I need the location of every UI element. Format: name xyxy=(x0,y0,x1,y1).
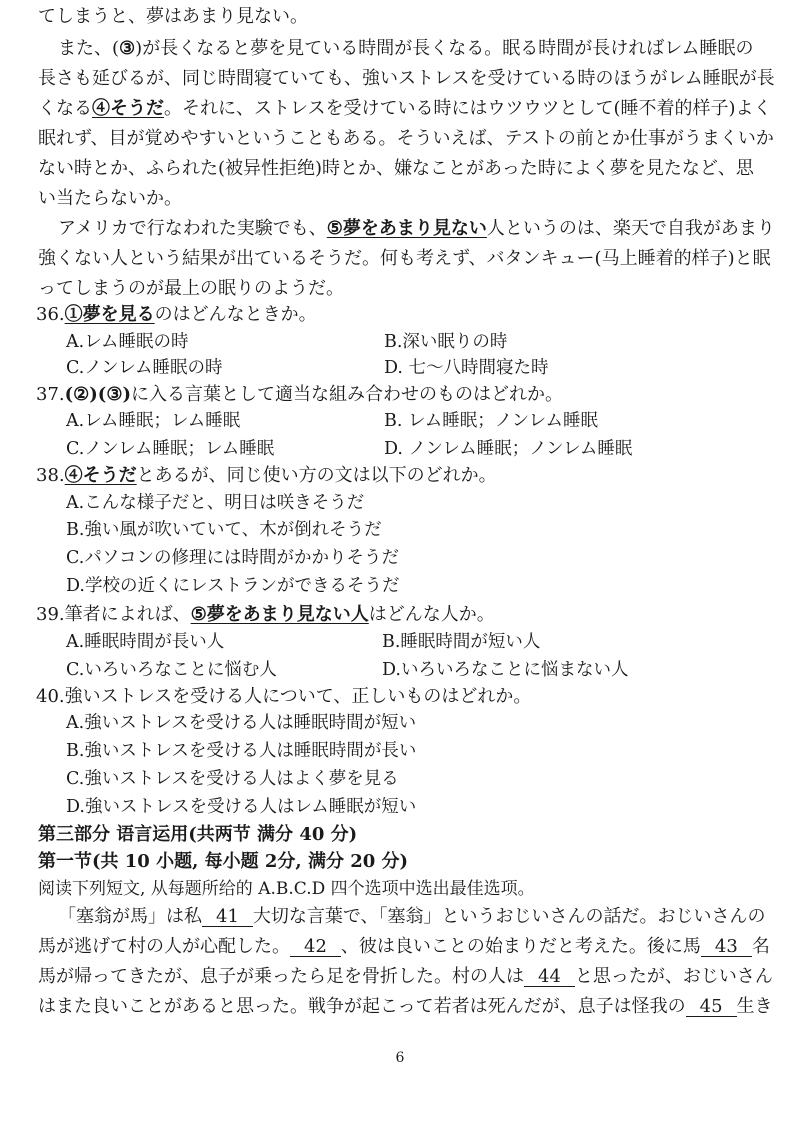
option-40-b: B.強いストレスを受ける人は睡眠時間が長い xyxy=(66,741,417,761)
option-39-a: A.睡眠時間が長い人 xyxy=(66,632,225,652)
option-37-c: C.ノンレム睡眠；レム睡眠 xyxy=(66,439,275,459)
page-number: 6 xyxy=(395,1050,405,1066)
option-38-b: B.強い風が吹いていて、木が倒れそうだ xyxy=(66,520,382,540)
passage-line: 強くない人という結果が出ているそうだ。何も考えず、バタンキュー(马上睡着的样子)と眠 xyxy=(38,248,771,269)
question-38: 38.④そうだとあるが、同じ使い方の文は以下のどれか。 xyxy=(36,465,497,486)
option-37-b: B. レム睡眠；ノンレム睡眠 xyxy=(384,411,598,431)
option-40-d: D.強いストレスを受ける人はレム睡眠が短い xyxy=(66,797,417,817)
passage-line: ってしまうのが最上の眠りのようだ。 xyxy=(38,278,344,299)
blank-45: 45 xyxy=(686,998,737,1017)
blank-41: 41 xyxy=(202,908,253,927)
option-40-a: A.強いストレスを受ける人は睡眠時間が短い xyxy=(66,713,417,733)
option-38-a: A.こんな様子だと、明日は咲きそうだ xyxy=(66,493,365,513)
passage-line: い当たらないか。 xyxy=(38,188,182,209)
option-38-d: D.学校の近くにレストランができるそうだ xyxy=(66,576,400,596)
passage-line: 長さも延びるが、同じ時間寝ていても、強いストレスを受けている時のほうがレム睡眠が長 xyxy=(38,68,775,89)
passage-line: また、(③)が長くなると夢を見ている時間が長くなる。眠る時間が長ければレム睡眠の xyxy=(58,38,754,59)
option-39-c: C.いろいろなことに悩む人 xyxy=(66,660,277,680)
passage-line: ない時とか、ふられた(被异性拒绝)時とか、嫌なことがあった時によく夢を見たなど、思 xyxy=(38,158,754,179)
option-39-b: B.睡眠時間が短い人 xyxy=(382,632,541,652)
passage-line: くなる④そうだ。それに、ストレスを受けている時にはウツウツとして(睡不着的样子)よく xyxy=(38,98,772,119)
subsection-heading: 第一节(共 10 小题, 每小题 2分, 满分 20 分) xyxy=(38,851,409,872)
question-40: 40.強いストレスを受ける人について、正しいものはどれか。 xyxy=(36,686,532,707)
cloze-line: 「塞翁が馬」は私 41 大切な言葉で、「塞翁」というおじいさんの話だ。おじいさんの xyxy=(58,906,766,927)
option-36-b: B.深い眠りの時 xyxy=(384,332,508,352)
question-36: 36.①夢を見るのはどんなときか。 xyxy=(36,304,317,325)
blank-44: 44 xyxy=(524,968,575,987)
option-40-c: C.強いストレスを受ける人はよく夢を見る xyxy=(66,769,399,789)
option-37-a: A.レム睡眠；レム睡眠 xyxy=(66,411,241,431)
passage-line: アメリカで行なわれた実験でも、⑤夢をあまり見ない人というのは、楽天で自我があまり xyxy=(58,218,775,239)
passage-line: てしまうと、夢はあまり見ない。 xyxy=(38,6,308,27)
option-36-c: C.ノンレム睡眠の時 xyxy=(66,358,223,378)
passage-line: 眠れず、目が覚めやすいということもある。そういえば、テストの前とか仕事がうまくいか xyxy=(38,128,774,149)
question-39: 39.筆者によれば、⑤夢をあまり見ない人はどんな人か。 xyxy=(36,604,495,625)
option-37-d: D. ノンレム睡眠；ノンレム睡眠 xyxy=(384,439,633,459)
underlined-phrase: ⑤夢をあまり見ない xyxy=(326,218,487,239)
instructions: 阅读下列短文, 从每题所给的 A.B.C.D 四个选项中选出最佳选项。 xyxy=(38,879,535,899)
option-36-d: D. 七～八時間寝た時 xyxy=(384,358,549,378)
blank-42: 42 xyxy=(290,938,341,957)
question-37: 37.(②)(③)に入る言葉として適当な組み合わせのものはどれか。 xyxy=(36,384,563,405)
cloze-line: 馬が逃げて村の人が心配した。 42 、彼は良いことの始まりだと考えた。後に馬 43 名 xyxy=(38,936,770,957)
blank-43: 43 xyxy=(701,938,752,957)
cloze-line: 馬が帰ってきたが、息子が乗ったら足を骨折した。村の人は 44 と思ったが、おじいさん xyxy=(38,966,773,987)
option-36-a: A.レム睡眠の時 xyxy=(66,332,189,352)
option-38-c: C.パソコンの修理には時間がかかりそうだ xyxy=(66,548,399,568)
option-39-d: D.いろいろなことに悩まない人 xyxy=(382,660,629,680)
cloze-line: はまた良いことがあると思った。戦争が起こって若者は死んだが、息子は怪我の 45 生き xyxy=(38,996,773,1017)
underlined-phrase: ④そうだ xyxy=(92,98,164,119)
section-heading: 第三部分 语言运用(共两节 满分 40 分) xyxy=(38,824,358,845)
